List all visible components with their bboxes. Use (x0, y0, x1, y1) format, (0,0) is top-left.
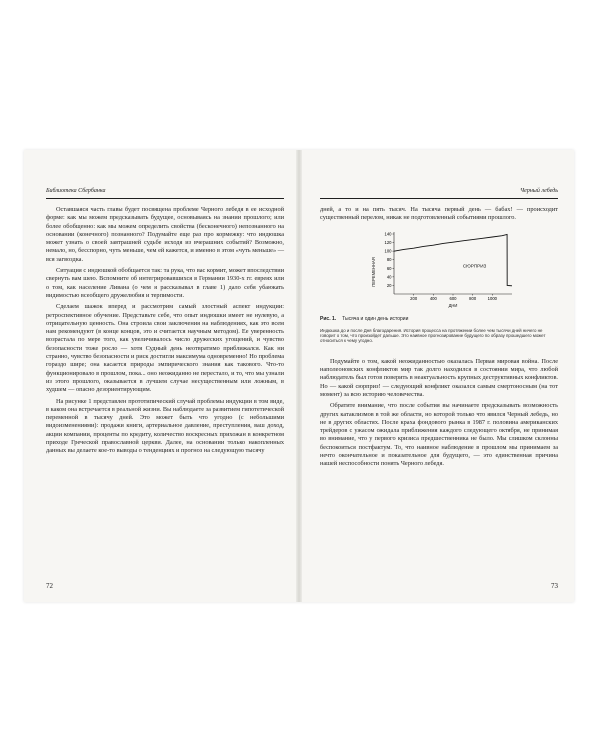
right-page (308, 150, 570, 602)
left-page-body (46, 206, 284, 459)
y-tick-label: 40 (386, 273, 392, 279)
left-paragraph-1: Оставшаяся часть главы будет посвящена проблеме Черного лебедя в ее исходной форме: как мы можем предсказывать будущее, основываясь на знании прошлого; или более обобщенно: как мы можем определить свойства (бесконечного) непознанного на основании (конечного) познанного? Подумайте еще раз про кормежку: что индюшка может узнать о своей завтрашней судьбе исходя из вчерашних событий? Возможно, немало, но, бесспорно, чуть меньше, чем ей кажется, и именно в этом «чуть меньше» — вся загвоздка. (46, 206, 284, 263)
left-paragraph-4: На рисунке 1 представлен прототипический случай проблемы индукции в том виде, в каком она встречается в реальной жизни. Вы наблюдаете за развитием гипотетической переменной в тысячу дней. Это может быть что угодно (с небольшими видоизменениями): продажи книги, артериальное давление, преступления, ваш доход, акции компании, проценты по кредиту, количество воскресных прихожан в конкретном приходе Греческой православной церкви. Далее, на основании только накопленных данных вы делаете кое-то выводы о тенденциях и прогноз на следующую тысячу (46, 397, 284, 455)
y-tick-label: 20 (386, 282, 392, 288)
x-ticks (410, 294, 497, 301)
x-tick-label: 800 (469, 295, 477, 301)
left-paragraph-3: Сделаем шажок вперед и рассмотрим самый злостный аспект индукции: ретроспективное обучение. Представьте себе, что опыт индюшки имеет не нулевую, а отрицательную ценность. Она строила свои заключения на наблюдениях, как это всем нам рекомендуют (в конце концов, это и считается научным методом). Ее уверенность возрастала по мере того, как увеличивалось число дружеских угощений, и чувство безопасности тоже росло — хотя Судный день неотвратимо приближался. Как ни странно, чувство безопасности и риск достигли максимума одновременно! Но проблема гораздо шире; она касается природы эмпирического знания как такового. Что-то функционировало в прошлом, пока... оно неожиданно не перестало, и то, что мы узнали из этого прошлого, оказывается в лучшем случае несущественным или ложным, в худшем — опасно дезориентирующим. (46, 303, 284, 394)
y-ticks (385, 231, 395, 287)
surprise-annotation: СЮРПРИЗ (462, 263, 487, 269)
y-tick-label: 60 (386, 265, 392, 271)
right-paragraph-intro: дней, а то и на пять тысяч. На тысяча первый день — бабах! — происходит существенный перелом, никак не подготовленный событиями прошлого. (320, 206, 558, 222)
y-tick-label: 140 (384, 231, 392, 237)
caption-label: Рис. 1. (320, 315, 337, 322)
x-axis-label: ДНИ (448, 302, 458, 308)
x-tick-label: 400 (429, 295, 437, 301)
y-tick-label: 100 (384, 248, 392, 254)
running-head-left: Библиотека Сбербанка (46, 186, 284, 199)
series-line (394, 234, 512, 285)
page-number-right: 73 (551, 582, 558, 590)
running-head-right: Черный лебедь (320, 186, 558, 199)
figure-caption (320, 316, 558, 322)
caption-title: Тысяча и один день истории (342, 315, 409, 322)
right-paragraph-2: Обратите внимание, что после события вы начинаете предсказывать возможность других катаклизмов в той же области, но которой только что явился Черный лебедь, но не в других областях. После краха фондового рынка в 1987 г. половина американских трейдеров с ужасом ожидала приближения каждого следующего октября, не принимая во внимание, что у первого кризиса предшественника не было. Мы слишком склонны беспокоиться постфактум. То, что наивное наблюдение в прошлом мы принимаем за нечто окончательное и показательное для будущего, — это единственная причина нашей неспособности понять Черного лебедя. (320, 402, 558, 468)
page-number-left: 72 (46, 582, 53, 590)
right-page-body (320, 206, 558, 472)
left-paragraph-2: Ситуация с индюшкой обобщается так: та рука, что вас кормит, может впоследствии свернуть вам шею. Вспомните об интегрировавшихся в Германии 1930-х гг. евреях или о том, как население Ливана (о чем я рассказывал в главе 1) дало себя убаюкать видимостью всеобщего дружелюбия и терпимости. (46, 267, 284, 299)
figure-1-chart (366, 228, 516, 314)
x-tick-label: 200 (410, 295, 418, 301)
y-axis-label: ПЕРЕМЕННАЯ (371, 256, 376, 287)
x-tick-label: 600 (449, 295, 457, 301)
turkey-chart-svg (366, 228, 516, 314)
right-paragraph-1: Подумайте о том, какой неожиданностью оказалась Первая мировая война. После наполеоновских конфликтов мир так долго находился в состоянии мира, что любой наблюдатель был готов поверить в неактуальность крупных деструктивных конфликтов. Но — какой сюрприз! — следующий конфликт оказался самым смертоносным (на тот момент) за всю историю человечества. (320, 357, 558, 398)
left-page (34, 150, 296, 602)
y-tick-label: 120 (384, 239, 392, 245)
x-tick-label: 1000 (487, 295, 497, 301)
book-spread (24, 150, 574, 602)
y-tick-label: 80 (386, 256, 392, 262)
figure-note: Индюшка до и после Дня благодарения. История процесса на протяжении более чем тысячи дней ничего не говорит о том, что произойдет дальше. Это наивное прогнозирование будущего по образу прошедшего может относиться к чему угодно. (320, 327, 546, 344)
book-gutter (296, 150, 302, 602)
